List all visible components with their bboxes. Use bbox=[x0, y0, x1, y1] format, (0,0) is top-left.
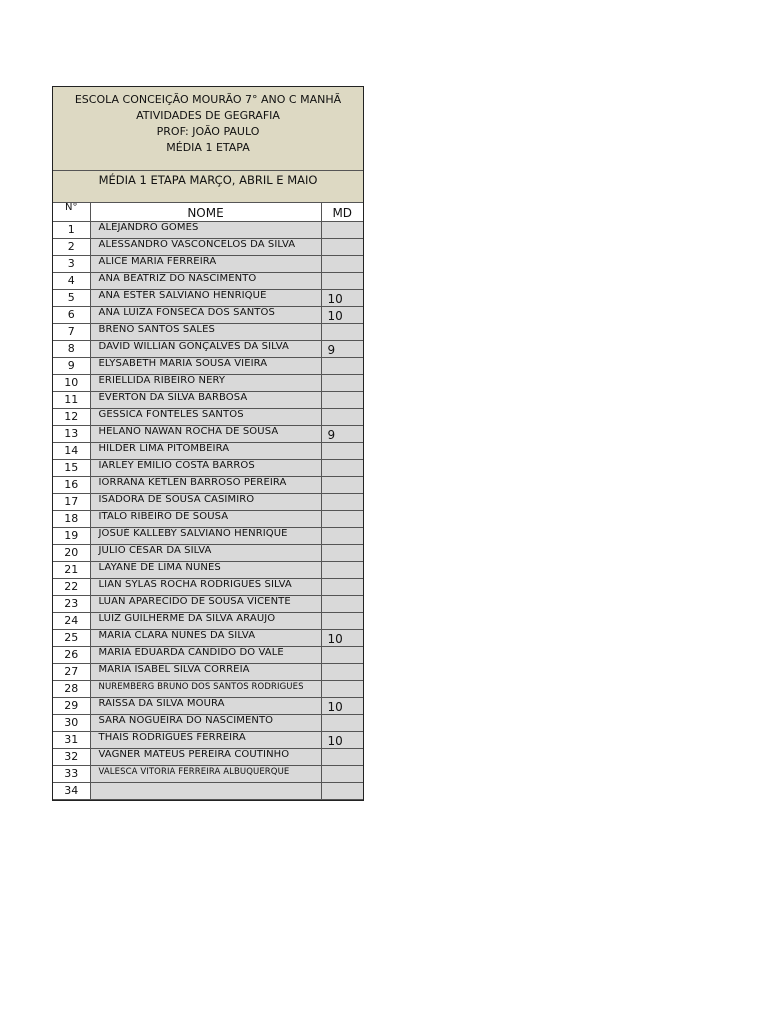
student-name[interactable]: ERIELLIDA RIBEIRO NERY bbox=[90, 375, 321, 392]
student-name[interactable] bbox=[90, 783, 321, 800]
student-grade[interactable] bbox=[321, 392, 363, 409]
student-number: 8 bbox=[53, 341, 90, 358]
table-header-row bbox=[53, 203, 363, 222]
table-row bbox=[53, 681, 363, 698]
student-number: 15 bbox=[53, 460, 90, 477]
student-grade[interactable]: 10 bbox=[321, 732, 363, 749]
student-name[interactable]: SARA NOGUEIRA DO NASCIMENTO bbox=[90, 715, 321, 732]
student-grade[interactable] bbox=[321, 256, 363, 273]
student-grade[interactable] bbox=[321, 766, 363, 783]
student-grade[interactable] bbox=[321, 749, 363, 766]
student-number: 2 bbox=[53, 239, 90, 256]
student-grade[interactable] bbox=[321, 545, 363, 562]
student-name[interactable]: MARIA EDUARDA CANDIDO DO VALE bbox=[90, 647, 321, 664]
table-row bbox=[53, 443, 363, 460]
student-grade[interactable] bbox=[321, 443, 363, 460]
student-number: 13 bbox=[53, 426, 90, 443]
table-row bbox=[53, 749, 363, 766]
table-row bbox=[53, 358, 363, 375]
student-number: 34 bbox=[53, 783, 90, 800]
column-header-num: N° bbox=[53, 203, 90, 222]
student-number: 16 bbox=[53, 477, 90, 494]
student-number: 20 bbox=[53, 545, 90, 562]
student-name[interactable]: BRENO SANTOS SALES bbox=[90, 324, 321, 341]
student-number: 32 bbox=[53, 749, 90, 766]
table-row bbox=[53, 341, 363, 358]
table-row bbox=[53, 647, 363, 664]
student-number: 33 bbox=[53, 766, 90, 783]
student-name[interactable]: THAIS RODRIGUES FERREIRA bbox=[90, 732, 321, 749]
student-grade[interactable]: 9 bbox=[321, 341, 363, 358]
student-grade[interactable] bbox=[321, 273, 363, 290]
table-row bbox=[53, 664, 363, 681]
student-name[interactable]: LUIZ GUILHERME DA SILVA ARAUJO bbox=[90, 613, 321, 630]
student-number: 19 bbox=[53, 528, 90, 545]
student-name[interactable]: HILDER LIMA PITOMBEIRA bbox=[90, 443, 321, 460]
table-row bbox=[53, 307, 363, 324]
table-row bbox=[53, 460, 363, 477]
table-row bbox=[53, 392, 363, 409]
student-name[interactable]: ALICE MARIA FERREIRA bbox=[90, 256, 321, 273]
table-row bbox=[53, 409, 363, 426]
student-rows bbox=[53, 222, 363, 800]
student-grade[interactable] bbox=[321, 528, 363, 545]
student-grade[interactable] bbox=[321, 409, 363, 426]
student-name[interactable]: LIAN SYLAS ROCHA RODRIGUES SILVA bbox=[90, 579, 321, 596]
student-number: 29 bbox=[53, 698, 90, 715]
student-number: 14 bbox=[53, 443, 90, 460]
student-number: 6 bbox=[53, 307, 90, 324]
table-row bbox=[53, 477, 363, 494]
student-grade[interactable]: 10 bbox=[321, 307, 363, 324]
student-grade[interactable] bbox=[321, 647, 363, 664]
column-header-md: MD bbox=[321, 203, 363, 222]
student-grade[interactable] bbox=[321, 562, 363, 579]
table-row bbox=[53, 698, 363, 715]
student-name[interactable]: NUREMBERG BRUNO DOS SANTOS RODRIGUES bbox=[90, 681, 321, 698]
student-number: 28 bbox=[53, 681, 90, 698]
student-grade[interactable]: 10 bbox=[321, 290, 363, 307]
student-grade[interactable] bbox=[321, 477, 363, 494]
student-grade[interactable] bbox=[321, 324, 363, 341]
student-grade[interactable] bbox=[321, 664, 363, 681]
table-row bbox=[53, 511, 363, 528]
student-name[interactable]: MARIA ISABEL SILVA CORREIA bbox=[90, 664, 321, 681]
student-number: 22 bbox=[53, 579, 90, 596]
student-number: 25 bbox=[53, 630, 90, 647]
subject-title: ATIVIDADES DE GEGRAFIA bbox=[136, 109, 280, 122]
student-name[interactable]: ANA LUIZA FONSECA DOS SANTOS bbox=[90, 307, 321, 324]
student-name[interactable]: MARIA CLARA NUNES DA SILVA bbox=[90, 630, 321, 647]
grades-table bbox=[53, 203, 363, 800]
student-grade[interactable] bbox=[321, 460, 363, 477]
student-number: 5 bbox=[53, 290, 90, 307]
table-row bbox=[53, 579, 363, 596]
student-number: 7 bbox=[53, 324, 90, 341]
student-name[interactable]: IORRANA KETLEN BARROSO PEREIRA bbox=[90, 477, 321, 494]
student-number: 24 bbox=[53, 613, 90, 630]
table-row bbox=[53, 715, 363, 732]
column-header-name: NOME bbox=[90, 203, 321, 222]
table-row bbox=[53, 766, 363, 783]
sheet-header bbox=[53, 87, 363, 171]
student-number: 31 bbox=[53, 732, 90, 749]
student-name[interactable]: JOSUÉ KALLEBY SALVIANO HENRIQUE bbox=[90, 528, 321, 545]
table-row bbox=[53, 239, 363, 256]
student-name[interactable]: ANA ESTER SALVIANO HENRIQUE bbox=[90, 290, 321, 307]
student-name[interactable]: ITALO RIBEIRO DE SOUSA bbox=[90, 511, 321, 528]
student-number: 3 bbox=[53, 256, 90, 273]
student-grade[interactable] bbox=[321, 511, 363, 528]
stage-title: MÉDIA 1 ETAPA bbox=[166, 141, 250, 154]
table-row bbox=[53, 596, 363, 613]
student-grade[interactable] bbox=[321, 715, 363, 732]
table-row bbox=[53, 630, 363, 647]
student-grade[interactable] bbox=[321, 358, 363, 375]
student-number: 11 bbox=[53, 392, 90, 409]
student-name[interactable]: ALESSANDRO VASCONCELOS DA SILVA bbox=[90, 239, 321, 256]
student-number: 26 bbox=[53, 647, 90, 664]
student-name[interactable]: VAGNER MATEUS PEREIRA COUTINHO bbox=[90, 749, 321, 766]
student-number: 23 bbox=[53, 596, 90, 613]
student-name[interactable]: IARLEY EMILIO COSTA BARROS bbox=[90, 460, 321, 477]
table-row bbox=[53, 290, 363, 307]
student-number: 21 bbox=[53, 562, 90, 579]
table-row bbox=[53, 222, 363, 239]
table-row bbox=[53, 562, 363, 579]
student-grade[interactable] bbox=[321, 222, 363, 239]
student-grade[interactable] bbox=[321, 579, 363, 596]
student-name[interactable]: ISADORA DE SOUSA CASIMIRO bbox=[90, 494, 321, 511]
student-name[interactable]: ELYSABETH MARIA SOUSA VIEIRA bbox=[90, 358, 321, 375]
table-row bbox=[53, 256, 363, 273]
student-name[interactable]: HELANO NAWAN ROCHA DE SOUSA bbox=[90, 426, 321, 443]
table-row bbox=[53, 273, 363, 290]
student-name[interactable]: LAYANE DE LIMA NUNES bbox=[90, 562, 321, 579]
student-grade[interactable]: 10 bbox=[321, 698, 363, 715]
student-grade[interactable] bbox=[321, 375, 363, 392]
student-number: 18 bbox=[53, 511, 90, 528]
student-grade[interactable] bbox=[321, 613, 363, 630]
table-row bbox=[53, 783, 363, 800]
student-grade[interactable] bbox=[321, 239, 363, 256]
student-number: 27 bbox=[53, 664, 90, 681]
table-row bbox=[53, 545, 363, 562]
student-number: 12 bbox=[53, 409, 90, 426]
table-row bbox=[53, 528, 363, 545]
grade-sheet bbox=[52, 86, 364, 801]
table-row bbox=[53, 324, 363, 341]
school-title: ESCOLA CONCEIÇÃO MOURÃO 7° ANO C MANHÃ bbox=[74, 93, 342, 106]
student-grade[interactable] bbox=[321, 494, 363, 511]
student-name[interactable]: LUAN APARECIDO DE SOUSA VICENTE bbox=[90, 596, 321, 613]
student-grade[interactable]: 10 bbox=[321, 630, 363, 647]
student-grade[interactable] bbox=[321, 596, 363, 613]
student-name[interactable]: VALESCA VITORIA FERREIRA ALBUQUERQUE bbox=[90, 766, 321, 783]
sheet-subtitle bbox=[53, 171, 363, 203]
student-number: 1 bbox=[53, 222, 90, 239]
student-name[interactable]: DAVID WILLIAN GONÇALVES DA SILVA bbox=[90, 341, 321, 358]
student-number: 10 bbox=[53, 375, 90, 392]
student-name[interactable]: ANA BEATRIZ DO NASCIMENTO bbox=[90, 273, 321, 290]
student-number: 9 bbox=[53, 358, 90, 375]
student-grade[interactable] bbox=[321, 783, 363, 800]
student-name[interactable]: GESSICA FONTELES SANTOS bbox=[90, 409, 321, 426]
student-number: 4 bbox=[53, 273, 90, 290]
student-number: 17 bbox=[53, 494, 90, 511]
student-name[interactable]: JULIO CÉSAR DA SILVA bbox=[90, 545, 321, 562]
student-name[interactable]: RAISSA DA SILVA MOURA bbox=[90, 698, 321, 715]
table-row bbox=[53, 613, 363, 630]
table-row bbox=[53, 426, 363, 443]
student-grade[interactable]: 9 bbox=[321, 426, 363, 443]
teacher-name: PROF: JOÃO PAULO bbox=[156, 125, 260, 138]
student-number: 30 bbox=[53, 715, 90, 732]
student-name[interactable]: EVERTON DA SILVA BARBOSA bbox=[90, 392, 321, 409]
student-grade[interactable] bbox=[321, 681, 363, 698]
table-row bbox=[53, 494, 363, 511]
table-row bbox=[53, 732, 363, 749]
table-row bbox=[53, 375, 363, 392]
period-label: MÉDIA 1 ETAPA MARÇO, ABRIL E MAIO bbox=[98, 173, 318, 187]
student-name[interactable]: ALEJANDRO GOMES bbox=[90, 222, 321, 239]
